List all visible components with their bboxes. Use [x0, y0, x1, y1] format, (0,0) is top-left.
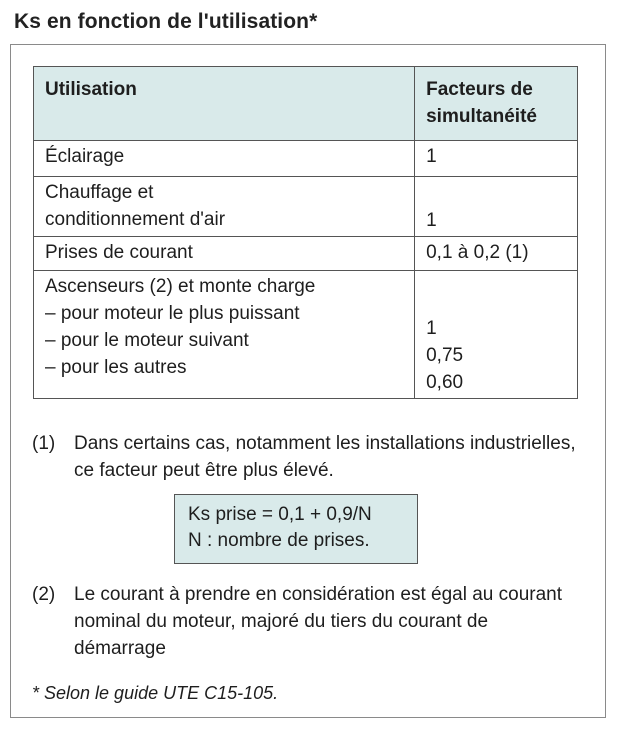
factor-cell — [415, 237, 578, 271]
table-row — [34, 141, 578, 177]
usage-cell — [34, 177, 415, 237]
source-note: * Selon le guide UTE C15-105. — [32, 683, 279, 703]
factor-cell — [415, 177, 578, 237]
factor-cell — [415, 141, 578, 177]
usage-cell — [34, 141, 415, 177]
footnote-marker: (2) — [32, 584, 56, 605]
formula-box — [174, 494, 418, 564]
factor-line: 0,1 à 0,2 (1) — [426, 242, 529, 263]
footnote-text: Dans certains cas, notamment les installations industrielles, ce facteur peut être plus élevé. — [74, 433, 576, 481]
page-title: Ks en fonction de l'utilisation* — [14, 10, 318, 33]
usage-line: conditionnement d'air — [45, 209, 226, 230]
header-factor-line: Facteurs de — [426, 79, 533, 100]
footnote-2 — [32, 581, 592, 665]
usage-line: Ascenseurs (2) et monte charge — [45, 276, 316, 297]
usage-line: Chauffage et — [45, 182, 154, 203]
factor-line: 0,60 — [426, 372, 464, 393]
usage-line: – pour moteur le plus puissant — [45, 303, 300, 324]
header-factor-line: simultanéité — [426, 106, 537, 127]
usage-line: Éclairage — [45, 146, 125, 167]
usage-line: – pour les autres — [45, 357, 187, 378]
usage-cell — [34, 271, 415, 399]
header-factor — [415, 67, 578, 141]
factor-line: 1 — [426, 318, 437, 339]
usage-cell — [34, 237, 415, 271]
header-usage: Utilisation — [34, 67, 415, 141]
usage-line: Prises de courant — [45, 242, 193, 263]
usage-line: – pour le moteur suivant — [45, 330, 249, 351]
table-row — [34, 237, 578, 271]
factor-line: 1 — [426, 210, 437, 231]
simultaneity-table — [33, 66, 578, 399]
table-header-row — [34, 67, 578, 141]
footnote-1 — [32, 430, 592, 486]
formula-definition: N : nombre de prises. — [188, 530, 370, 551]
factor-line: 0,75 — [426, 345, 464, 366]
footnote-text: Le courant à prendre en considération est égal au courant nominal du moteur, majoré du tiers du courant de démarrage — [74, 584, 562, 659]
factor-cell — [415, 271, 578, 399]
table-row — [34, 177, 578, 237]
factor-line: 1 — [426, 146, 437, 167]
formula-line: Ks prise = 0,1 + 0,9/N — [188, 504, 372, 525]
table-row — [34, 271, 578, 399]
footnote-marker: (1) — [32, 433, 56, 454]
